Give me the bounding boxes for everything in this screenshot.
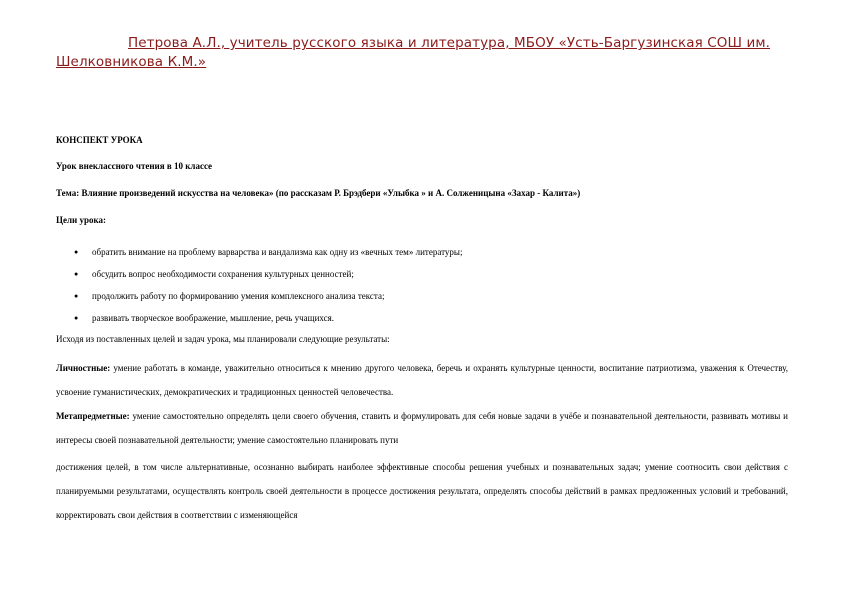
list-item: ● продолжить работу по формированию умения комплексного анализа текста; xyxy=(74,290,384,302)
personal-results xyxy=(56,356,788,404)
list-item: ● обратить внимание на проблему варварства и вандализма как одну из «вечных тем» литературы; xyxy=(74,246,462,258)
results-intro: Исходя из поставленных целей и задач урока, мы планировали следующие результаты: xyxy=(56,334,390,344)
meta-results-continued: достижения целей, в том числе альтернативные, осознанно выбирать наиболее эффективные способы решения учебных и познавательных задач; умение соотносить свои действия с планируемыми результатами, осуществлять контроль своей деятельности в процессе достижения результата, определять способы действий в рамках предложенных условий и требований, корректировать свои действия в соответствии с изменяющейся xyxy=(56,462,788,520)
list-item: ● обсудить вопрос необходимости сохранения культурных ценностей; xyxy=(74,268,354,280)
meta-text: умение самостоятельно определять цели своего обучения, ставить и формулировать для себя новые задачи в учёбе и познавательной деятельности, развивать мотивы и интересы своей познавательной деятельности; умение самостоятельно планировать пути xyxy=(56,411,788,445)
goals-label: Цели урока: xyxy=(56,215,107,225)
lesson-line: Урок внеклассного чтения в 10 классе xyxy=(56,161,213,171)
author-header xyxy=(56,34,792,72)
personal-label: Личностные: xyxy=(56,363,111,373)
document-title: КОНСПЕКТ УРОКА xyxy=(56,135,143,145)
theme-line: Тема: Влияние произведений искусства на человека» (по рассказам Р. Брэдбери «Улыбка » и А. Солженицына «Захар - Калита») xyxy=(56,188,581,198)
meta-label: Метапредметные: xyxy=(56,411,130,421)
meta-results xyxy=(56,404,788,452)
personal-text: умение работать в команде, уважительно относиться к мнению другого человека, беречь и охранять культурные ценности, воспитание патриотизма, уважения к Отечеству, усвоение гуманистических, демократических и традиционных ценностей человечества. xyxy=(56,363,788,397)
author-line: Петрова А.Л., учитель русского языка и литература, МБОУ «Усть-Баргузинская СОШ им. Шелковникова К.М.» xyxy=(56,35,771,70)
list-item: ● развивать творческое воображение, мышление, речь учащихся. xyxy=(74,312,334,324)
